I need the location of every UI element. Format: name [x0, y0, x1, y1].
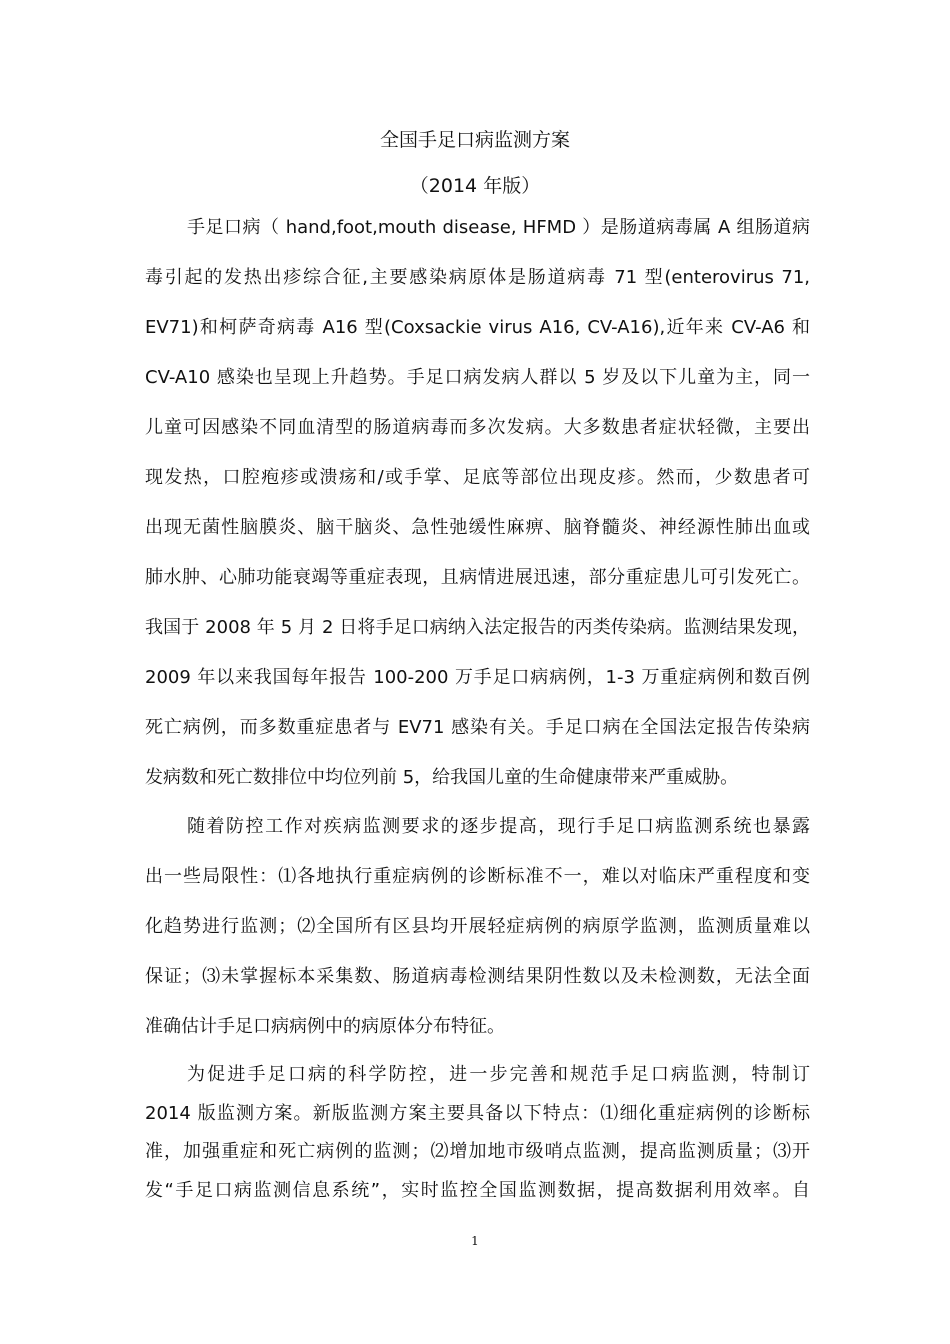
paragraph-line: 毒引起的发热出疹综合征,主要感染病原体是肠道病毒 71 型(enterovirus 71,: [145, 267, 810, 288]
paragraph-line: 我国于 2008 年 5 月 2 日将手足口病纳入法定报告的丙类传染病。监测结果发现，: [145, 617, 810, 638]
paragraph-line: 肺水肿、心肺功能衰竭等重症表现，且病情进展迅速，部分重症患儿可引发死亡。: [145, 567, 810, 588]
document-title: 全国手足口病监测方案: [379, 129, 570, 151]
paragraph-line: 保证；⑶未掌握标本采集数、肠道病毒检测结果阴性数以及未检测数，无法全面: [145, 966, 810, 987]
paragraph-introduction: [145, 203, 810, 803]
document-subtitle: （2014 年版）: [409, 175, 541, 197]
paragraph-line: 准，加强重症和死亡病例的监测；⑵增加地市级哨点监测，提高监测质量；⑶开: [145, 1141, 810, 1162]
paragraph-line: 2009 年以来我国每年报告 100-200 万手足口病病例，1-3 万重症病例和数百例: [145, 667, 810, 688]
paragraph-line: 2014 版监测方案。新版监测方案主要具备以下特点：⑴细化重症病例的诊断标: [145, 1102, 810, 1124]
paragraph-line: CV-A10 感染也呈现上升趋势。手足口病发病人群以 5 岁及以下儿童为主，同一: [145, 367, 810, 388]
paragraph-line: 现发热，口腔疱疹或溃疡和/或手掌、足底等部位出现皮疹。然而，少数患者可: [145, 467, 810, 488]
paragraph-line: 发病数和死亡数排位中均位列前 5，给我国儿童的生命健康带来严重威胁。: [145, 767, 739, 788]
paragraph-line: 手足口病（ hand,foot,mouth disease, HFMD ）是肠道病毒属 A 组肠道病: [187, 217, 810, 238]
paragraph-line: 发“手足口病监测信息系统”，实时监控全国监测数据，提高数据利用效率。自: [145, 1179, 810, 1201]
paragraph-line: 出现无菌性脑膜炎、脑干脑炎、急性弛缓性麻痹、脑脊髓炎、神经源性肺出血或: [145, 517, 810, 538]
paragraph-line: EV71)和柯萨奇病毒 A16 型(Coxsackie virus A16, CV-A16),近年来 CV-A6 和: [145, 317, 810, 338]
paragraph-line: 儿童可因感染不同血清型的肠道病毒而多次发病。大多数患者症状轻微，主要出: [145, 417, 810, 438]
paragraph-new-scheme: [145, 1056, 810, 1210]
paragraph-line: 准确估计手足口病病例中的病原体分布特征。: [145, 1016, 505, 1037]
paragraph-line: 为促进手足口病的科学防控，进一步完善和规范手足口病监测，特制订: [187, 1064, 810, 1085]
paragraph-line: 随着防控工作对疾病监测要求的逐步提高，现行手足口病监测系统也暴露: [187, 816, 810, 837]
paragraph-line: 死亡病例，而多数重症患者与 EV71 感染有关。手足口病在全国法定报告传染病: [145, 717, 810, 738]
page-number: 1: [471, 1234, 479, 1248]
paragraph-limitations: [145, 802, 810, 1052]
paragraph-line: 出一些局限性：⑴各地执行重症病例的诊断标准不一，难以对临床严重程度和变: [145, 866, 810, 887]
paragraph-line: 化趋势进行监测；⑵全国所有区县均开展轻症病例的病原学监测，监测质量难以: [145, 916, 810, 937]
